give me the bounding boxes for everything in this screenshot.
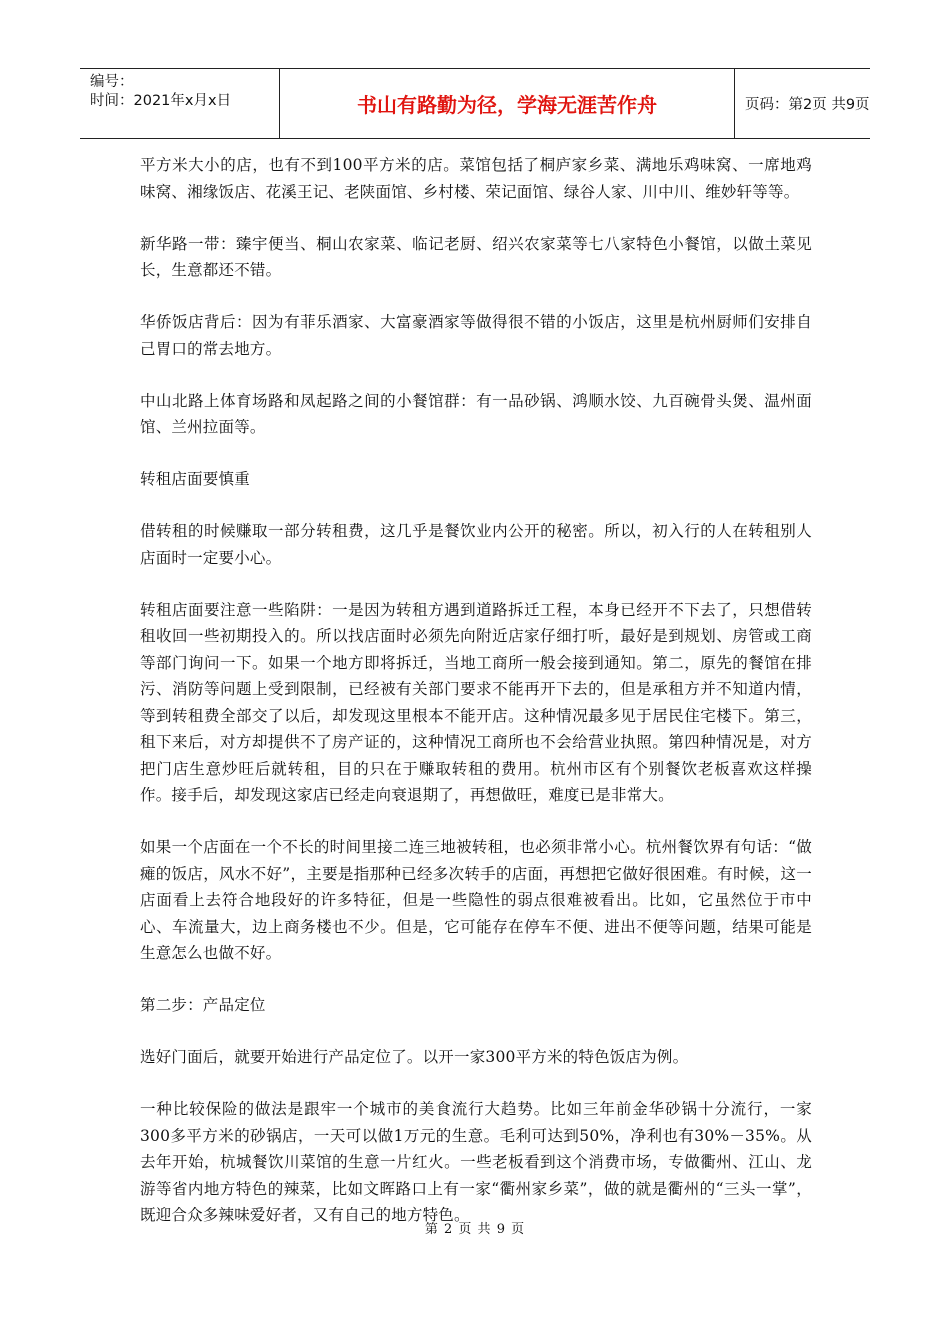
document-body bbox=[140, 152, 812, 1254]
paragraph: 中山北路上体育场路和凤起路之间的小餐馆群：有一品砂锅、鸿顺水饺、九百碗骨头煲、温州面馆、兰州拉面等。 bbox=[140, 391, 812, 436]
number-label: 编号： bbox=[90, 74, 134, 90]
paragraph: 转租店面要注意一些陷阱：一是因为转租方遇到道路拆迁工程，本身已经开不下去了，只想借转租收回一些初期投入的。所以找店面时必须先向附近店家仔细打听，最好是到规划、房管或工商等部门询问一下。如果一个地方即将拆迁，当地工商所一般会接到通知。第二，原先的餐馆在排污、消防等问题上受到限制，已经被有关部门要求不能再开下去的，但是承租方并不知道内情，等到转租费全部交了以后，却发现这里根本不能开店。这种情况最多见于居民住宅楼下。第三，租下来后，对方却提供不了房产证的，这种情况工商所也不会给营业执照。第四种情况是，对方把门店生意炒旺后就转租，目的只在于赚取转租的费用。杭州市区有个别餐饮老板喜欢这样操作。接手后，却发现这家店已经走向衰退期了，再想做旺，难度已是非常大。 bbox=[140, 600, 812, 804]
paragraph: 一种比较保险的做法是跟牢一个城市的美食流行大趋势。比如三年前金华砂锅十分流行，一家300多平方米的砂锅店，一天可以做1万元的生意。毛利可达到50%，净利也有30%－35%。从去年开始，杭城餐饮川菜馆的生意一片红火。一些老板看到这个消费市场，专做衢州、江山、龙游等省内地方特色的辣菜，比如文晖路口上有一家“衢州家乡菜”，做的就是衢州的“三头一掌”，既迎合众多辣味爱好者，又有自己的地方特色。 bbox=[140, 1100, 812, 1224]
page-info: 页码：第2页 共9页 bbox=[745, 97, 870, 113]
section-heading: 转租店面要慎重 bbox=[140, 470, 250, 488]
time-label: 时间：2021年x月x日 bbox=[90, 93, 232, 109]
footer-page-number: 第 2 页 共 9 页 bbox=[424, 1222, 526, 1237]
page-header bbox=[80, 68, 870, 139]
paragraph: 如果一个店面在一个不长的时间里接二连三地被转租，也必须非常小心。杭州餐饮界有句话：“做瘫的饭店，风水不好”，主要是指那种已经多次转手的店面，再想把它做好很困难。有时候，这一店面看上去符合地段好的许多特征，但是一些隐性的弱点很难被看出。比如，它虽然位于市中心、车流量大，边上商务楼也不少。但是，它可能存在停车不便、进出不便等问题，结果可能是生意怎么也做不好。 bbox=[140, 838, 812, 962]
paragraph: 借转租的时候赚取一部分转租费，这几乎是餐饮业内公开的秘密。所以，初入行的人在转租别人店面时一定要小心。 bbox=[140, 522, 812, 567]
section-heading: 第二步：产品定位 bbox=[140, 996, 266, 1014]
header-meta-cell bbox=[80, 69, 280, 138]
header-page-cell bbox=[735, 69, 870, 138]
paragraph: 选好门面后，就要开始进行产品定位了。以开一家300平方米的特色饭店为例。 bbox=[140, 1048, 689, 1066]
paragraph: 新华路一带：臻宇便当、桐山农家菜、临记老厨、绍兴农家菜等七八家特色小餐馆，以做土菜见长，生意都还不错。 bbox=[140, 234, 812, 279]
header-motto-cell bbox=[280, 69, 735, 138]
page-footer bbox=[0, 1218, 950, 1237]
paragraph: 华侨饭店背后：因为有菲乐酒家、大富豪酒家等做得很不错的小饭店，这里是杭州厨师们安排自己胃口的常去地方。 bbox=[140, 313, 812, 358]
motto-text: 书山有路勤为径，学海无涯苦作舟 bbox=[357, 93, 657, 117]
paragraph: 平方米大小的店，也有不到100平方米的店。菜馆包括了桐庐家乡菜、满地乐鸡味窝、一席地鸡味窝、湘缘饭店、花溪王记、老陕面馆、乡村楼、荣记面馆、绿谷人家、川中川、维妙轩等等。 bbox=[140, 156, 812, 201]
